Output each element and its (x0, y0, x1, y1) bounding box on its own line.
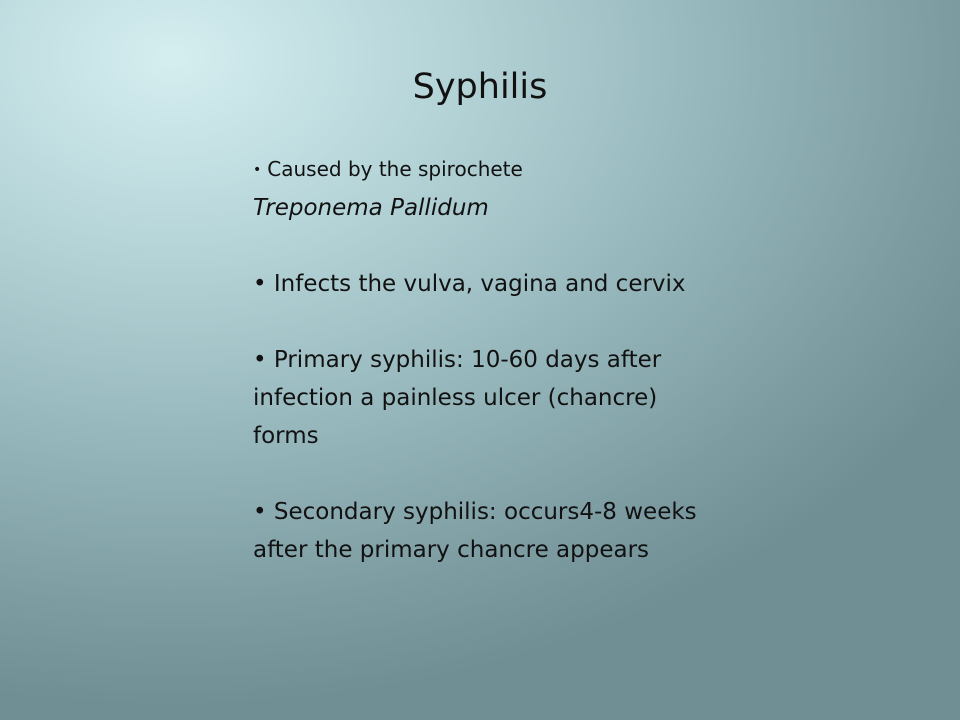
bullet-dot-icon: • (253, 162, 262, 178)
bullet-item-1 (253, 150, 723, 227)
slide-body (253, 150, 723, 569)
bullet-text: Primary syphilis: 10-60 days after infection a painless ulcer (chancre) forms (253, 347, 662, 449)
bullet-text: Secondary syphilis: occurs4-8 weeks after the primary chancre appears (253, 499, 697, 563)
bullet-item-4 (253, 493, 723, 569)
bullet-dot-icon: • (253, 271, 267, 297)
slide-title: Syphilis (412, 67, 548, 107)
bullet-emphasis: Treponema Pallidum (253, 195, 489, 221)
bullet-item-2 (253, 265, 723, 303)
bullet-text: Caused by the spirochete (267, 157, 523, 181)
bullet-text: Infects the vulva, vagina and cervix (273, 271, 686, 297)
bullet-dot-icon: • (253, 347, 267, 373)
bullet-item-3 (253, 341, 723, 455)
bullet-dot-icon: • (253, 499, 267, 525)
